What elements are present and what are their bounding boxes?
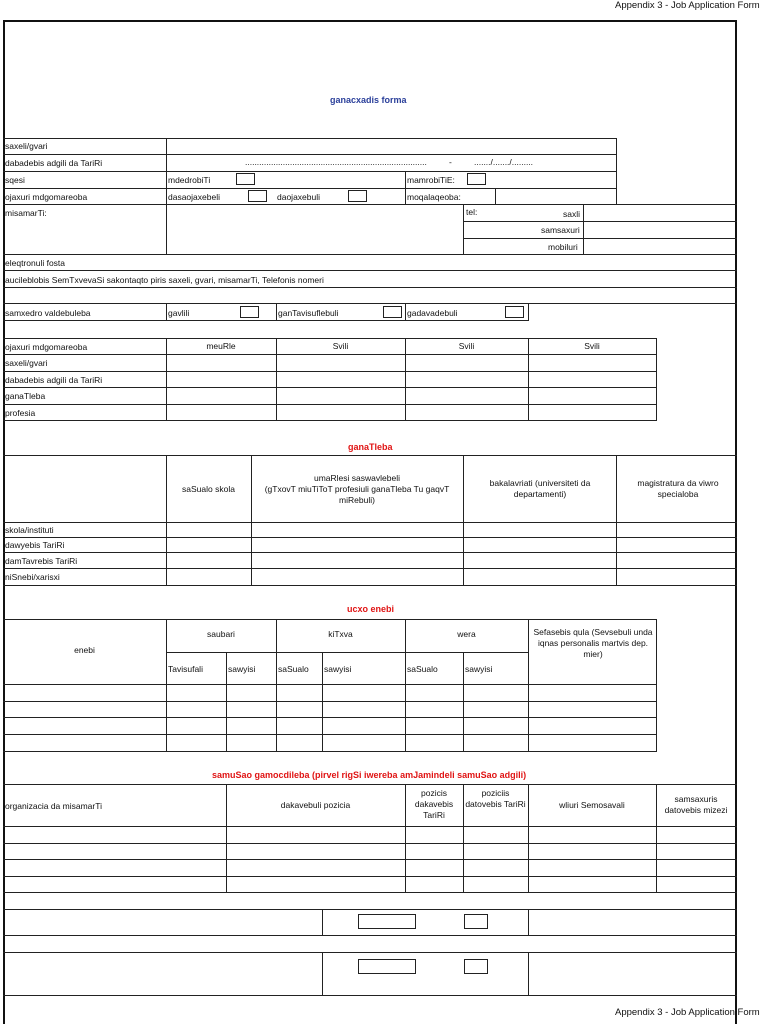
male-checkbox[interactable] xyxy=(236,173,255,185)
date-box[interactable] xyxy=(464,959,488,974)
emp-header-position: dakavebuli pozicia xyxy=(280,800,351,810)
family-row-label: saxeli/gvari xyxy=(5,358,48,368)
female-checkbox[interactable] xyxy=(467,173,486,185)
date-box[interactable] xyxy=(464,914,488,929)
marital-label: ojaxuri mdgomareoba xyxy=(5,192,88,202)
lang-sublevel: saSualo xyxy=(278,664,309,674)
military-option-deferred: gadavadebuli xyxy=(407,308,458,318)
military-option-served: gavlili xyxy=(168,308,190,318)
emp-header-start: pozicis dakavebis TariRi xyxy=(414,788,454,820)
emp-header-org: organizacia da misamarTi xyxy=(5,801,102,811)
lang-header-writing: wera xyxy=(457,629,476,639)
deferred-checkbox[interactable] xyxy=(505,306,524,318)
family-header-label: ojaxuri mdgomareoba xyxy=(5,342,88,352)
lang-sublevel: sawyisi xyxy=(228,664,256,674)
edu-header-school: saSualo skola xyxy=(182,484,235,494)
languages-title: ucxo enebi xyxy=(347,604,395,614)
edu-row-label: dawyebis TariRi xyxy=(5,540,65,550)
edu-row-label: skola/instituti xyxy=(5,525,54,535)
edu-row-label: niSnebi/xarisxi xyxy=(5,572,60,582)
citizenship-label: moqalaqeoba: xyxy=(407,192,461,202)
emergency-label: aucileblobis SemTxvevaSi sakontaqto piris saxeli, gvari, misamarTi, Telefonis nomeri xyxy=(5,275,324,285)
married-checkbox[interactable] xyxy=(248,190,267,202)
lang-sublevel: saSualo xyxy=(407,664,438,674)
edu-header-bachelor: bakalavriati (universiteti da departamenti) xyxy=(489,478,591,499)
served-checkbox[interactable] xyxy=(240,306,259,318)
education-title: ganaTleba xyxy=(348,442,393,452)
tel-work-label: samsaxuri xyxy=(541,225,580,235)
employment-title: samuSao gamocdileba (pirvel rigSi iwereba amJamindeli samuSao adgili) xyxy=(212,770,527,780)
male-label: mdedrobiTi xyxy=(168,175,211,185)
unmarried-checkbox[interactable] xyxy=(348,190,367,202)
edu-header-master: magistratura da viwro specialoba xyxy=(637,478,719,499)
exempt-checkbox[interactable] xyxy=(383,306,402,318)
fullname-label: saxeli/gvari xyxy=(5,141,48,151)
fullname-input[interactable] xyxy=(168,140,614,153)
family-header-child: Svili xyxy=(584,341,600,351)
lang-sublevel: sawyisi xyxy=(465,664,493,674)
birth-label: dabadebis adgili da TariRi xyxy=(5,158,103,168)
signature-box[interactable] xyxy=(358,959,416,974)
tel-home-label: saxli xyxy=(563,209,581,219)
birth-date-dots: ......./......./......... xyxy=(474,157,534,167)
lang-header-language: enebi xyxy=(74,645,95,655)
form-title: ganacxadis forma xyxy=(330,95,407,105)
married-label: dasaojaxebeli xyxy=(168,192,220,202)
address-label: misamarTi: xyxy=(5,208,47,218)
family-row-label: profesia xyxy=(5,408,36,418)
tel-mobile-label: mobiluri xyxy=(548,242,578,252)
sex-label: sqesi xyxy=(5,175,25,185)
emp-header-end: poziciis datovebis TariRi xyxy=(465,788,526,809)
emp-header-reason: samsaxuris datovebis mizezi xyxy=(664,794,728,815)
edu-header-higher: umaRlesi saswavlebeli (gTxovT miuTiToT profesiuli ganaTleba Tu gaqvT miRebuli) xyxy=(264,473,450,505)
appendix-footer: Appendix 3 - Job Application Form xyxy=(615,1007,760,1018)
lang-sublevel: sawyisi xyxy=(324,664,352,674)
tel-label: tel: xyxy=(466,207,478,217)
birth-separator: - xyxy=(449,157,452,167)
edu-row-label: damTavrebis TariRi xyxy=(5,556,78,566)
military-label: samxedro valdebuleba xyxy=(5,308,91,318)
lang-header-assessment: Sefasebis qula (Sevsebuli unda iqnas personalis martvis dep. mier) xyxy=(533,627,653,659)
emp-header-salary: wliuri Semosavali xyxy=(559,800,625,810)
family-header-child: Svili xyxy=(332,341,349,351)
family-row-label: dabadebis adgili da TariRi xyxy=(5,375,103,385)
military-option-exempt: ganTavisuflebuli xyxy=(278,308,339,318)
signature-box[interactable] xyxy=(358,914,416,929)
email-label: eleqtronuli fosta xyxy=(5,258,66,268)
appendix-header: Appendix 3 - Job Application Form xyxy=(615,0,760,11)
family-header-child: Svili xyxy=(458,341,475,351)
female-label: mamrobiTiE: xyxy=(407,175,455,185)
lang-header-reading: kiTxva xyxy=(328,629,353,639)
birth-place-dots: ............................................................................. xyxy=(245,157,427,167)
lang-header-speaking: saubari xyxy=(207,629,235,639)
lang-sublevel: Tavisufali xyxy=(168,664,203,674)
unmarried-label: daojaxebuli xyxy=(277,192,321,202)
family-row-label: ganaTleba xyxy=(5,391,46,401)
family-header-spouse: meuRle xyxy=(206,341,236,351)
